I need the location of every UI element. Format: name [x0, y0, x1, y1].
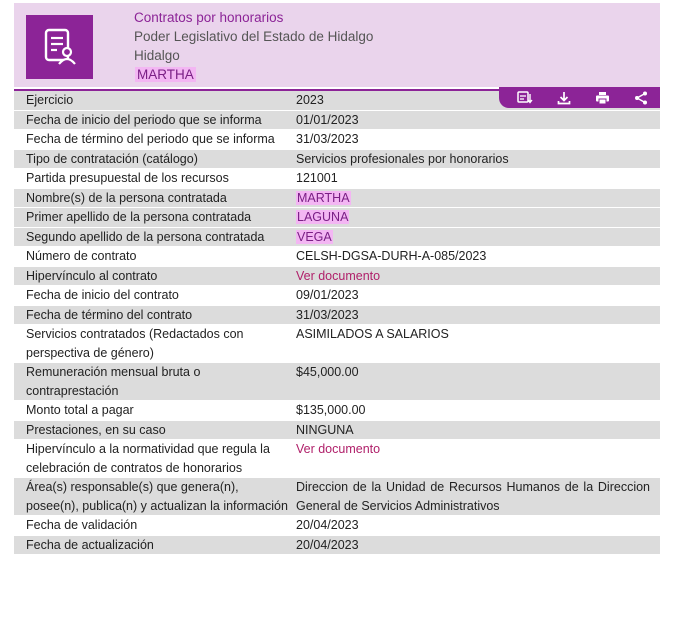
detail-row	[14, 189, 660, 209]
field-value: 20/04/2023	[296, 518, 359, 532]
field-label: Tipo de contratación (catálogo)	[26, 151, 198, 166]
field-value: 31/03/2023	[296, 307, 359, 322]
field-label: Fecha de término del contrato	[26, 307, 193, 322]
share-icon[interactable]	[630, 90, 652, 106]
regulation-document-link[interactable]: Ver documento	[296, 442, 381, 456]
field-value: 121001	[296, 171, 338, 185]
field-label: Fecha de actualización	[26, 537, 154, 552]
detail-row	[14, 516, 660, 536]
detail-row	[14, 401, 660, 421]
detail-row	[14, 208, 660, 228]
field-value: LAGUNA	[297, 210, 349, 224]
field-value: VEGA	[297, 229, 332, 244]
detail-row	[14, 286, 660, 306]
field-label: Hipervínculo a la normatividad que regula la celebración de contratos de honorarios	[26, 442, 270, 475]
detail-row	[14, 421, 660, 441]
field-label: Monto total a pagar	[26, 403, 134, 417]
field-value: ASIMILADOS A SALARIOS	[296, 327, 449, 341]
field-value: 20/04/2023	[296, 537, 359, 552]
detail-row	[14, 267, 660, 287]
field-label: Hipervínculo al contrato	[26, 268, 158, 283]
field-value: 2023	[296, 93, 324, 107]
actions-toolbar	[499, 87, 660, 108]
field-label: Fecha de inicio del contrato	[26, 288, 179, 302]
field-value: CELSH-DGSA-DURH-A-085/2023	[296, 249, 487, 263]
field-value: MARTHA	[297, 190, 350, 205]
field-label: Servicios contratados (Redactados con perspectiva de género)	[26, 327, 244, 360]
detail-row	[14, 111, 660, 131]
contract-document-link[interactable]: Ver documento	[296, 268, 381, 283]
download-icon[interactable]	[553, 90, 575, 106]
field-label: Prestaciones, en su caso	[26, 422, 166, 437]
field-label: Fecha de término del periodo que se informa	[26, 132, 275, 146]
field-value: Direccion de la Unidad de Recursos Humanos de la Direccion General de Servicios Administrativos	[296, 480, 650, 513]
detail-row	[14, 325, 660, 363]
record-title: Contratos por honorarios	[134, 10, 284, 25]
record-details	[14, 89, 660, 555]
field-value: $45,000.00	[296, 365, 359, 379]
field-value: Servicios profesionales por honorarios	[296, 151, 509, 166]
field-label: Partida presupuestal de los recursos	[26, 171, 229, 185]
field-label: Fecha de validación	[26, 518, 138, 532]
detail-row	[14, 130, 660, 150]
field-label: Primer apellido de la persona contratada	[26, 210, 252, 224]
record-header	[14, 3, 660, 87]
field-label: Número de contrato	[26, 249, 137, 263]
field-value: 31/03/2023	[296, 132, 359, 146]
detail-row	[14, 247, 660, 267]
print-icon[interactable]	[592, 90, 614, 106]
field-label: Nombre(s) de la persona contratada	[26, 190, 227, 205]
detail-row	[14, 440, 660, 478]
field-value: 09/01/2023	[296, 288, 359, 302]
document-user-icon	[26, 15, 93, 79]
field-label: Fecha de inicio del periodo que se informa	[26, 112, 262, 127]
detail-row	[14, 363, 660, 401]
field-value: NINGUNA	[296, 422, 354, 437]
field-label: Remuneración mensual bruta o contraprestación	[26, 365, 201, 398]
detail-row	[14, 478, 660, 516]
filter-icon[interactable]	[515, 90, 537, 106]
field-label: Ejercicio	[26, 93, 74, 107]
detail-row	[14, 150, 660, 170]
field-label: Segundo apellido de la persona contratada	[26, 229, 265, 244]
field-value: $135,000.00	[296, 403, 366, 417]
detail-row	[14, 536, 660, 556]
detail-row	[14, 228, 660, 248]
organization-name: Poder Legislativo del Estado de Hidalgo	[134, 29, 374, 44]
search-highlight: MARTHA	[137, 67, 194, 82]
field-value: 01/01/2023	[296, 112, 359, 127]
detail-row	[14, 169, 660, 189]
field-label: Área(s) responsable(s) que genera(n), posee(n), publica(n) y actualizan la información	[26, 480, 288, 513]
detail-row	[14, 306, 660, 326]
state-name: Hidalgo	[134, 48, 180, 63]
